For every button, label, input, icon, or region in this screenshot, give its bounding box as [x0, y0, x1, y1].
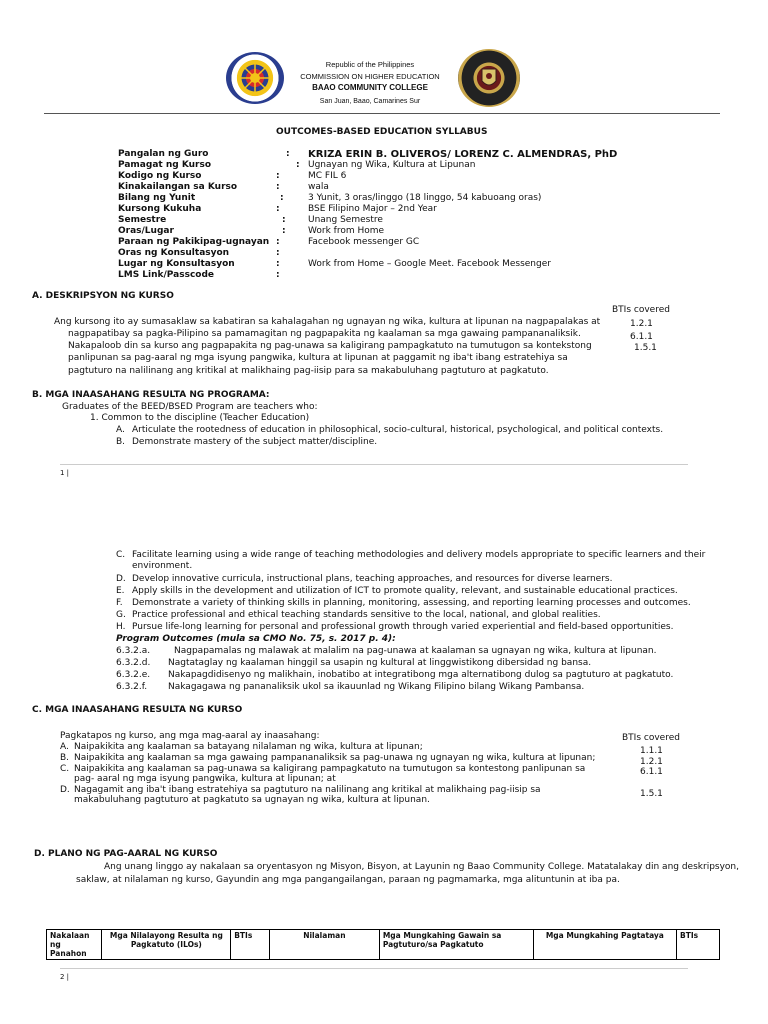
info-colon: :: [276, 182, 280, 192]
outcome-text: Articulate the rootedness of education in philosophical, socio-cultural, historical, psychological, and political contexts.: [132, 425, 664, 435]
table-header-cell: BTIs: [677, 930, 720, 960]
header-college: BAAO COMMUNITY COLLEGE: [312, 83, 428, 92]
section-c-bti: 1.5.1: [640, 789, 663, 799]
outcome-key: H.: [116, 622, 126, 632]
po-text: Nagtataglay ng kaalaman hinggil sa usapin ng kultural at linggwistikong dibersidad ng bansa.: [168, 658, 592, 668]
section-a-text: pagtuturo na nalilinang ang kritikal at malikhaing pag-iisip para sa makabuluhang pagtuturo at pagkatuto.: [68, 366, 549, 376]
info-label: Pamagat ng Kurso: [118, 160, 212, 170]
info-value: KRIZA ERIN B. OLIVEROS/ LORENZ C. ALMENDRAS, PhD: [308, 149, 618, 160]
course-outcome-text: Naipakikita ang kaalaman sa mga gawaing pampananaliksik sa pag-unawa ng ugnayan ng wika, kultura at lipunan;: [74, 753, 596, 763]
course-outcome-text: Naipakikita ang kaalaman sa pag-unawa sa kaligirang pampagkatuto na tumutugon sa kontestong panlipunan sa: [74, 764, 586, 774]
info-label: Kinakailangan sa Kurso: [118, 182, 238, 192]
po-key: 6.3.2.a.: [116, 646, 151, 656]
section-d-text: Ang unang linggo ay nakalaan sa oryentasyon ng Misyon, Bisyon, at Layunin ng Baao Community College. Matatalakay din ang deskripsyon,: [104, 862, 739, 872]
course-outcome-text: Nagagamit ang iba't ibang estratehiya sa pagtuturo na nalilinang ang kritikal at malikhaing pag-iisip sa: [74, 785, 541, 795]
program-outcomes-heading: Program Outcomes (mula sa CMO No. 75, s. 2017 p. 4):: [116, 634, 396, 644]
outcome-text: environment.: [132, 561, 193, 571]
info-label: Bilang ng Yunit: [118, 193, 196, 203]
section-d-key: D.: [34, 849, 45, 859]
po-key: 6.3.2.d.: [116, 658, 151, 668]
info-label: LMS Link/Passcode: [118, 270, 215, 280]
section-d-text: saklaw, at nilalaman ng kurso, Gayundin ang mga pangangailangan, paraan ng pagmamarka, mga alituntunin at iba pa.: [76, 875, 620, 885]
info-colon: :: [282, 215, 286, 225]
section-b-heading: B. MGA INAASAHANG RESULTA NG PROGRAMA:: [32, 390, 270, 400]
outcome-key: G.: [116, 610, 126, 620]
outcome-key: E.: [116, 586, 125, 596]
info-colon: :: [276, 270, 280, 280]
outcome-text: Demonstrate mastery of the subject matter/discipline.: [132, 437, 378, 447]
header-address: San Juan, Baao, Camarines Sur: [319, 98, 421, 105]
table-header-cell: Nakalaan ng Panahon: [47, 930, 102, 960]
info-colon: :: [276, 248, 280, 258]
info-colon: :: [282, 226, 286, 236]
course-outcome-text: Naipakikita ang kaalaman sa batayang nilalaman ng wika, kultura at lipunan;: [74, 742, 423, 752]
info-colon: :: [276, 237, 280, 247]
section-a-btis-label: BTIs covered: [612, 305, 670, 315]
section-a-bti: 1.2.1: [630, 319, 653, 329]
section-d-heading: PLANO NG PAG-AARAL NG KURSO: [48, 849, 218, 859]
section-c-heading: C. MGA INAASAHANG RESULTA NG KURSO: [32, 705, 243, 715]
po-text: Nakagagawa ng pananaliksik ukol sa ikauunlad ng Wikang Filipino bilang Wikang Pambansa.: [168, 682, 585, 692]
info-value: Unang Semestre: [308, 215, 383, 225]
course-outcome-text: pag- aaral ng mga isyung pangwika, kultura at lipunan; at: [74, 774, 336, 784]
outcome-text: Pursue life-long learning for personal and professional growth through varied experiential and field-based opportunities.: [132, 622, 674, 632]
info-value: BSE Filipino Major – 2nd Year: [308, 204, 437, 214]
outcome-key: F.: [116, 598, 123, 608]
section-c-bti: 6.1.1: [640, 767, 663, 777]
po-key: 6.3.2.e.: [116, 670, 151, 680]
outcome-key: C.: [116, 550, 126, 560]
section-a-heading: A. DESKRIPSYON NG KURSO: [32, 291, 174, 301]
info-value: Work from Home – Google Meet. Facebook Messenger: [308, 259, 551, 269]
section-c-intro: Pagkatapos ng kurso, ang mga mag-aaral ay inaasahang:: [60, 731, 320, 741]
section-c-bti: 1.2.1: [640, 757, 663, 767]
info-value: Ugnayan ng Wika, Kultura at Lipunan: [308, 160, 476, 170]
section-a-text: Ang kursong ito ay sumasaklaw sa kabatiran sa kahalagahan ng ugnayan ng wika, kultura at lipunan na nagpapalakas at: [54, 317, 601, 327]
course-outcome-key: D.: [60, 785, 70, 795]
college-seal-icon: [458, 49, 520, 107]
po-text: Nakapagdidisenyo ng malikhain, inobatibo at integratibong mga alternatibong dulog sa pagtuturo at pagkatuto.: [168, 670, 674, 680]
info-label: Pangalan ng Guro: [118, 149, 209, 159]
section-c-btis-label: BTIs covered: [622, 733, 680, 743]
ched-seal-icon: [226, 52, 284, 104]
info-label: Kursong Kukuha: [118, 204, 202, 214]
outcome-text: Apply skills in the development and utilization of ICT to promote quality, relevant, and sustainable educational practices.: [132, 586, 678, 596]
info-value: Facebook messenger GC: [308, 237, 420, 247]
info-value: 3 Yunit, 3 oras/linggo (18 linggo, 54 kabuoang oras): [308, 193, 542, 203]
course-outcome-key: C.: [60, 764, 70, 774]
outcome-key: B.: [116, 437, 126, 447]
section-b-sub1: 1. Common to the discipline (Teacher Education): [90, 413, 310, 423]
info-colon: :: [276, 204, 280, 214]
course-outcome-key: A.: [60, 742, 69, 752]
header-country: Republic of the Philippines: [325, 60, 415, 69]
section-c-bti: 1.1.1: [640, 746, 663, 756]
outcome-text: Practice professional and ethical teaching standards sensitive to the local, national, and global realities.: [132, 610, 601, 620]
table-header-cell: Mga Mungkahing Pagtataya: [533, 930, 676, 960]
outcome-key: D.: [116, 574, 126, 584]
po-text: Nagpapamalas ng malawak at malalim na pag-unawa at kaalaman sa ugnayan ng wika, kultura at lipunan.: [174, 646, 657, 656]
info-value: Work from Home: [308, 226, 385, 236]
section-a-bti: 1.5.1: [634, 343, 657, 353]
outcome-text: Demonstrate a variety of thinking skills in planning, monitoring, assessing, and reporting learning processes and outcomes.: [132, 598, 691, 608]
table-header-row: [47, 930, 720, 960]
header-agency: COMMISSION ON HIGHER EDUCATION: [300, 72, 440, 81]
section-a-text: panlipunan sa pag-aaral ng mga isyung pangwika, kultura at lipunan at paggamit ng iba't ibang estratehiya sa: [68, 353, 568, 363]
outcome-key: A.: [116, 425, 125, 435]
doc-title: OUTCOMES-BASED EDUCATION SYLLABUS: [276, 127, 488, 137]
page-1-footer-rule: [60, 464, 688, 465]
info-value: wala: [308, 182, 329, 192]
outcome-text: Facilitate learning using a wide range of teaching methodologies and delivery models appropriate to specific learners and their: [132, 550, 706, 560]
info-colon: :: [276, 171, 280, 181]
info-label: Semestre: [118, 215, 167, 225]
header-rule: [44, 113, 720, 114]
po-key: 6.3.2.f.: [116, 682, 148, 692]
table-header-cell: Mga Mungkahing Gawain sa Pagtuturo/sa Pagkatuto: [379, 930, 533, 960]
info-value: MC FIL 6: [308, 171, 347, 181]
course-outcome-key: B.: [60, 753, 70, 763]
info-colon: :: [276, 259, 280, 269]
info-colon: :: [280, 193, 284, 203]
info-label: Kodigo ng Kurso: [118, 171, 202, 181]
section-b-intro: Graduates of the BEED/BSED Program are teachers who:: [62, 402, 318, 412]
info-label: Lugar ng Konsultasyon: [118, 259, 235, 269]
table-header-cell: BTIs: [231, 930, 270, 960]
outcome-text: Develop innovative curricula, instructional plans, teaching approaches, and resources for diverse learners.: [132, 574, 613, 584]
info-label: Paraan ng Pakikipag-ugnayan: [118, 237, 270, 247]
table-header-cell: Nilalaman: [269, 930, 379, 960]
info-label: Oras ng Konsultasyon: [118, 248, 230, 258]
table-header-cell: Mga Nilalayong Resulta ng Pagkatuto (ILOs): [102, 930, 231, 960]
page-number: 2 |: [60, 973, 70, 981]
page-number: 1 |: [60, 469, 70, 477]
section-a-text: nagpapatibay sa pagka-Pilipino sa pamamagitan ng pagpapakita ng kaalaman sa mga gawaing pampananaliksik.: [68, 329, 581, 339]
section-a-bti: 6.1.1: [630, 332, 653, 342]
info-colon: :: [296, 160, 300, 170]
course-plan-table: [46, 929, 720, 960]
section-a-text: Nakapaloob din sa kurso ang pagpapakita ng pag-unawa sa kaligirang pampagkatuto na tumutugon sa kontekstong: [68, 341, 592, 351]
course-outcome-text: makabuluhang pagtuturo at pagkatuto sa ugnayan ng wika, kultura at lipunan.: [74, 795, 430, 805]
page-2-footer-rule: [60, 968, 688, 969]
info-label: Oras/Lugar: [118, 226, 174, 236]
info-colon: :: [286, 149, 290, 159]
